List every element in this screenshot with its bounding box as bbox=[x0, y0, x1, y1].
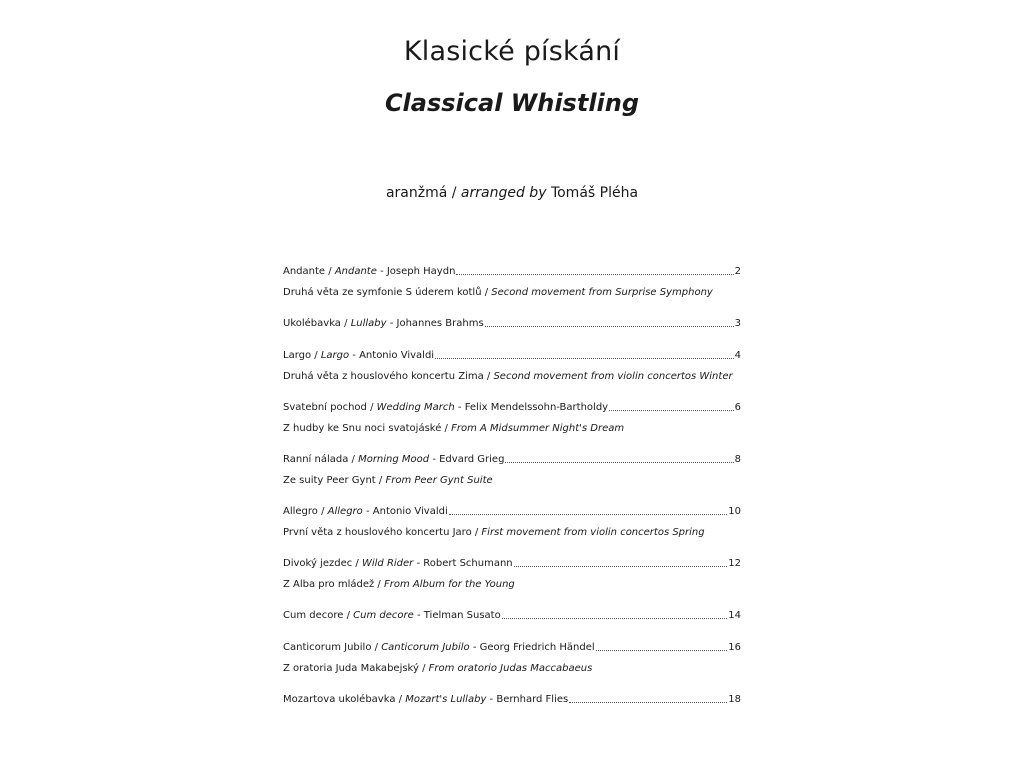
dot-leader bbox=[502, 618, 728, 619]
dot-leader bbox=[485, 326, 734, 327]
toc-entry-line bbox=[283, 505, 741, 518]
toc-entry-text bbox=[283, 693, 568, 706]
dot-leader bbox=[514, 566, 728, 567]
separator: - bbox=[386, 318, 397, 329]
title-czech: Klasické pískání bbox=[403, 36, 621, 67]
dot-leader bbox=[596, 650, 728, 651]
dot-leader bbox=[449, 514, 728, 515]
toc-entry-description bbox=[283, 474, 741, 487]
description-cz: Z Alba pro mládež bbox=[283, 579, 375, 590]
toc-entry-text bbox=[283, 609, 501, 622]
page-number: 16 bbox=[728, 642, 741, 653]
toc-entry-line bbox=[283, 401, 741, 414]
composer-name: Antonio Vivaldi bbox=[372, 506, 448, 517]
toc-entry bbox=[283, 401, 741, 435]
composer-name: Antonio Vivaldi bbox=[359, 350, 435, 361]
description-en: From A Midsummer Night's Dream bbox=[451, 423, 625, 434]
page-number: 2 bbox=[734, 266, 741, 277]
description-cz: Ze suity Peer Gynt bbox=[283, 475, 376, 486]
toc-entry bbox=[283, 265, 741, 299]
arranged-label-en: arranged by bbox=[460, 185, 547, 201]
description-cz: První věta z houslového koncertu Jaro bbox=[283, 527, 472, 538]
separator: - bbox=[454, 402, 465, 413]
composer-name: Bernhard Flies bbox=[496, 694, 569, 705]
separator: / bbox=[348, 454, 359, 465]
toc-entry-description bbox=[283, 370, 741, 383]
toc-entry-description bbox=[283, 526, 741, 539]
toc-entry-line bbox=[283, 557, 741, 570]
arranger-line bbox=[0, 185, 1024, 201]
toc-entry bbox=[283, 693, 741, 706]
separator: / bbox=[471, 527, 482, 538]
toc-entry-text bbox=[283, 505, 448, 518]
piece-title-en: Morning Mood bbox=[358, 454, 430, 465]
toc-entry bbox=[283, 557, 741, 591]
separator: / bbox=[366, 402, 377, 413]
description-en: From Album for the Young bbox=[383, 579, 515, 590]
piece-title-en: Cum decore bbox=[353, 610, 414, 621]
separator: / bbox=[483, 371, 494, 382]
toc-entry-description bbox=[283, 578, 741, 591]
toc-entry-description bbox=[283, 286, 741, 299]
piece-title-cz: Cum decore bbox=[283, 610, 344, 621]
description-en: From oratorio Judas Maccabaeus bbox=[428, 663, 593, 674]
toc-entry-line bbox=[283, 453, 741, 466]
toc-entry-line bbox=[283, 317, 741, 330]
separator: / bbox=[395, 694, 406, 705]
piece-title-en: Allegro bbox=[327, 506, 363, 517]
separator: - bbox=[469, 642, 480, 653]
piece-title-cz: Largo bbox=[283, 350, 312, 361]
slash-separator: / bbox=[451, 185, 457, 201]
separator: - bbox=[349, 350, 360, 361]
page-number: 4 bbox=[734, 350, 741, 361]
description-cz: Z hudby ke Snu noci svatojáské bbox=[283, 423, 442, 434]
description-en: Second movement from violin concertos Winter bbox=[493, 371, 733, 382]
toc-entry-line bbox=[283, 693, 741, 706]
title-english: Classical Whistling bbox=[384, 89, 640, 117]
description-cz: Druhá věta ze symfonie S úderem kotlů bbox=[283, 287, 482, 298]
toc-entry-line bbox=[283, 641, 741, 654]
toc-entry-line bbox=[283, 265, 741, 278]
toc-entry-line bbox=[283, 349, 741, 362]
composer-name: Felix Mendelssohn-Bartholdy bbox=[464, 402, 609, 413]
dot-leader bbox=[609, 410, 734, 411]
toc-entry-description bbox=[283, 662, 741, 675]
toc-entry bbox=[283, 609, 741, 622]
separator: / bbox=[418, 663, 429, 674]
toc-entry-line bbox=[283, 609, 741, 622]
toc-entry-text bbox=[283, 349, 434, 362]
arranged-label-cz: aranžmá bbox=[385, 185, 448, 201]
separator: - bbox=[429, 454, 440, 465]
page-number: 12 bbox=[728, 558, 741, 569]
dot-leader bbox=[435, 358, 734, 359]
separator: / bbox=[374, 579, 384, 590]
dot-leader bbox=[569, 702, 727, 703]
separator: / bbox=[481, 287, 492, 298]
toc-entry-text bbox=[283, 557, 513, 570]
toc-entry-text bbox=[283, 317, 484, 330]
separator: / bbox=[371, 642, 382, 653]
description-cz: Druhá věta z houslového koncertu Zima bbox=[283, 371, 484, 382]
dot-leader bbox=[505, 462, 733, 463]
toc-entry-text bbox=[283, 265, 455, 278]
piece-title-cz: Ranní nálada bbox=[283, 454, 349, 465]
separator: - bbox=[362, 506, 373, 517]
separator: / bbox=[317, 506, 328, 517]
composer-name: Robert Schumann bbox=[423, 558, 513, 569]
separator: - bbox=[486, 694, 497, 705]
toc-entry-text bbox=[283, 453, 504, 466]
piece-title-cz: Svatební pochod bbox=[283, 402, 367, 413]
separator: / bbox=[441, 423, 452, 434]
toc-entry-text bbox=[283, 641, 595, 654]
dot-leader bbox=[456, 274, 733, 275]
page-number: 6 bbox=[734, 402, 741, 413]
separator: / bbox=[311, 350, 321, 361]
composer-name: Georg Friedrich Händel bbox=[479, 642, 595, 653]
page-number: 18 bbox=[728, 694, 741, 705]
toc-entry-text bbox=[283, 401, 608, 414]
separator: - bbox=[413, 558, 424, 569]
composer-name: Johannes Brahms bbox=[396, 318, 484, 329]
composer-name: Joseph Haydn bbox=[386, 266, 456, 277]
piece-title-en: Wedding March bbox=[376, 402, 455, 413]
piece-title-en: Largo bbox=[320, 350, 350, 361]
piece-title-en: Wild Rider bbox=[361, 558, 414, 569]
piece-title-cz: Andante bbox=[283, 266, 326, 277]
page-number: 10 bbox=[728, 506, 741, 517]
separator: / bbox=[375, 475, 386, 486]
piece-title-cz: Mozartova ukolébavka bbox=[283, 694, 396, 705]
piece-title-cz: Canticorum Jubilo bbox=[283, 642, 372, 653]
page-number: 8 bbox=[734, 454, 741, 465]
toc-entry-description bbox=[283, 422, 741, 435]
separator: / bbox=[340, 318, 351, 329]
piece-title-cz: Ukolébavka bbox=[283, 318, 341, 329]
separator: - bbox=[413, 610, 424, 621]
toc-entry bbox=[283, 453, 741, 487]
composer-name: Edvard Grieg bbox=[439, 454, 505, 465]
description-en: From Peer Gynt Suite bbox=[385, 475, 493, 486]
toc-entry bbox=[283, 505, 741, 539]
description-en: Second movement from Surprise Symphony bbox=[491, 287, 713, 298]
description-cz: Z oratoria Juda Makabejský bbox=[283, 663, 419, 674]
toc-entry bbox=[283, 641, 741, 675]
toc-entry bbox=[283, 349, 741, 383]
separator: / bbox=[352, 558, 362, 569]
page-number: 3 bbox=[734, 318, 741, 329]
separator: - bbox=[376, 266, 387, 277]
piece-title-en: Canticorum Jubilo bbox=[381, 642, 470, 653]
description-en: First movement from violin concertos Spring bbox=[481, 527, 705, 538]
piece-title-en: Andante bbox=[334, 266, 377, 277]
arranger-name: Tomáš Pléha bbox=[550, 185, 639, 201]
composer-name: Tielman Susato bbox=[423, 610, 501, 621]
page-number: 14 bbox=[728, 610, 741, 621]
separator: / bbox=[325, 266, 335, 277]
piece-title-cz: Divoký jezdec bbox=[283, 558, 353, 569]
piece-title-en: Mozart's Lullaby bbox=[405, 694, 487, 705]
separator: / bbox=[343, 610, 354, 621]
piece-title-en: Lullaby bbox=[350, 318, 387, 329]
toc-entry bbox=[283, 317, 741, 330]
piece-title-cz: Allegro bbox=[283, 506, 318, 517]
